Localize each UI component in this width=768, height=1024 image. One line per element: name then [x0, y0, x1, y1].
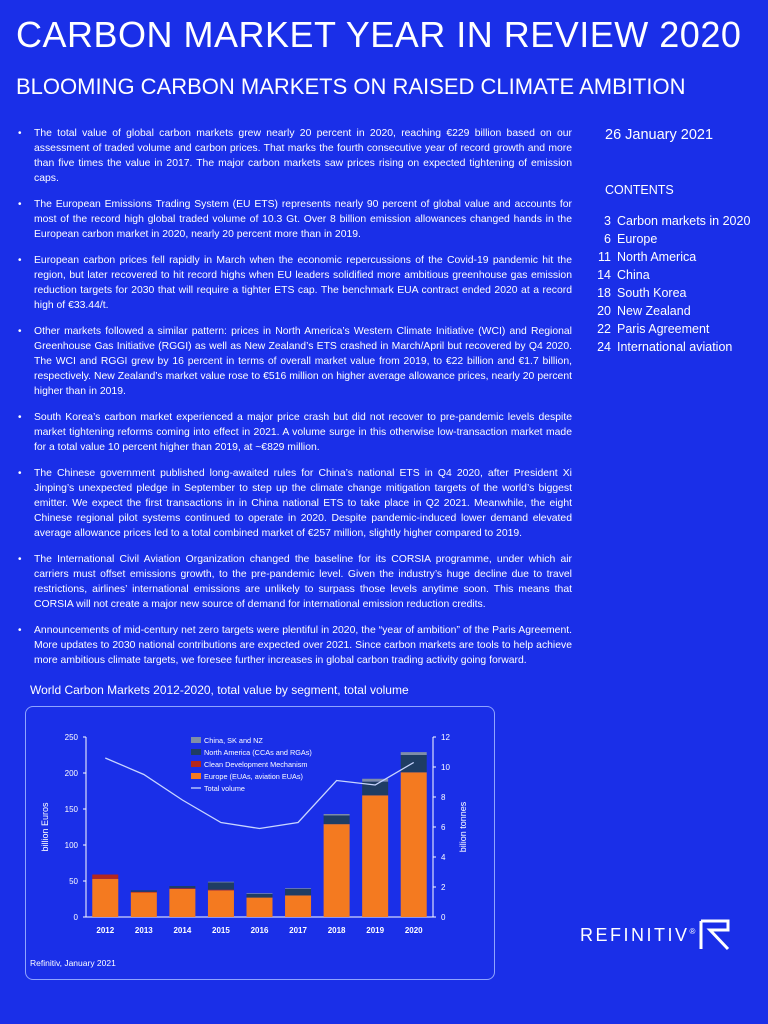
bar-segment	[401, 772, 427, 917]
bar-segment	[131, 890, 157, 891]
toc-item[interactable]	[577, 320, 750, 338]
x-tick-label: 2020	[404, 926, 423, 935]
bar-segment	[92, 875, 118, 879]
bar-segment	[169, 886, 195, 888]
legend-swatch	[191, 749, 201, 755]
toc-page-number: 6	[604, 232, 611, 246]
x-tick-label: 2019	[366, 926, 385, 935]
toc-label: South Korea	[617, 286, 687, 300]
toc-label: China	[617, 268, 650, 282]
toc-label: Carbon markets in 2020	[617, 214, 751, 228]
bar-segment	[324, 814, 350, 815]
toc-item[interactable]	[577, 266, 750, 284]
summary-bullet: • The Chinese government published long-awaited rules for China’s national ETS in Q4 2020, after President Xi Jinping’s unexpected pledge in September to step up the climate change mitigation targets of the world’s biggest emitter. We expect the first transactions in in China national ETS to take place in Q2 2021. Meanwhile, the eight Chinese regional pilot systems continued to operate in 2020. Despite pandemic-induced lower demand elevated average allowance prices led to a total combined market of €257 million, slightly higher compared to 2019.	[16, 466, 572, 541]
summary-bullet: • The total value of global carbon markets grew nearly 20 percent in 2020, reaching €229 billion based on our assessment of traded volume and carbon prices. That marks the fourth consecutive year of record growth and more than five times the value in 2017. The major carbon markets saw prices rising on expected tightening of emission caps.	[16, 126, 572, 186]
legend-swatch	[191, 761, 201, 767]
chart-title: World Carbon Markets 2012-2020, total value by segment, total volume	[30, 683, 409, 697]
toc-item[interactable]	[577, 338, 750, 356]
legend-swatch	[191, 737, 201, 743]
x-tick-label: 2018	[327, 926, 346, 935]
chart-source: Refinitiv, January 2021	[30, 958, 116, 968]
logo-wordmark	[580, 925, 695, 946]
toc-item[interactable]	[577, 284, 750, 302]
bar-segment	[208, 882, 234, 889]
x-tick-label: 2014	[173, 926, 192, 935]
x-tick-label: 2015	[212, 926, 230, 935]
toc-item[interactable]	[577, 302, 750, 320]
bar-segment	[208, 890, 234, 891]
legend-label: North America (CCAs and RGAs)	[204, 748, 312, 757]
toc-page-number: 18	[597, 286, 611, 300]
legend-swatch	[191, 773, 201, 779]
x-tick-label: 2012	[96, 926, 115, 935]
summary-bullet: • The European Emissions Trading System (EU ETS) represents nearly 90 percent of global value and accounts for most of the record high global traded volume of 10.3 Gt. Over 8 billion emission allowances changed hands in the European carbon market in 2020, nearly 20 percent more than in 2019.	[16, 197, 572, 242]
bar-segment	[285, 888, 311, 889]
y2-axis-label: bilion tonnes	[458, 801, 468, 853]
bar-segment	[208, 890, 234, 917]
summary-bullet: • Other markets followed a similar pattern: prices in North America’s Western Climate Initiative (WCI) and Regional Greenhouse Gas Initiative (RGGI) as well as New Zealand’s ETS crashed in March/April but recovered by Q4 2020. The WCI and RGGI grew by 16 percent in terms of overall market value from 2019, to €22 billion and €1.7 billion, respectively. New Zealand’s market value rose to €516 million on higher average allowance prices, nearly 20 percent higher than in 2019.	[16, 324, 572, 399]
page-title: CARBON MARKET YEAR IN REVIEW 2020	[16, 14, 742, 55]
y-tick-label: 200	[64, 769, 78, 778]
toc-label: Europe	[617, 232, 658, 246]
bar-segment	[92, 879, 118, 917]
bar-segment	[362, 795, 388, 917]
y-tick-label: 100	[64, 841, 78, 850]
toc-label: New Zealand	[617, 304, 691, 318]
table-of-contents	[577, 212, 750, 356]
legend-label: Clean Development Mechanism	[204, 760, 308, 769]
y2-tick-label: 12	[441, 733, 450, 742]
bar-segment	[401, 752, 427, 755]
toc-label: North America	[617, 250, 697, 264]
y-axis-label: billion Euros	[40, 802, 50, 852]
bar-segment	[131, 893, 157, 917]
legend-label: Europe (EUAs, aviation EUAs)	[204, 772, 303, 781]
stacked-bar-chart	[26, 707, 496, 981]
bar-segment	[247, 898, 273, 917]
bar-segment	[169, 889, 195, 917]
refinitiv-logo	[580, 918, 740, 954]
summary-bullet: • Announcements of mid-century net zero targets were plentiful in 2020, the “year of ambition” of the Paris Agreement. More updates to 2030 national contributions are expected over 2021. Since carbon markets are tools to help achieve more ambitious climate targets, we foresee further increases in global carbon trading activity going forward.	[16, 623, 572, 668]
y-tick-label: 150	[64, 805, 78, 814]
logo-text: REFINITIV	[580, 925, 690, 945]
legend-label: Total volume	[204, 784, 245, 793]
summary-bullet: • European carbon prices fell rapidly in March when the economic repercussions of the Covid-19 pandemic hit the region, but later recovered to hit record highs when EU leaders solidified more ambitious greenhouse gas emission reduction targets for 2030 that will require a tighter ETS cap. The benchmark EUA contract ended 2020 at a record high of €33.44/t.	[16, 253, 572, 313]
summary-bullet-list	[16, 126, 572, 679]
y-tick-label: 50	[69, 877, 78, 886]
bar-segment	[247, 894, 273, 898]
bar-segment	[401, 755, 427, 772]
toc-item[interactable]	[577, 212, 750, 230]
toc-page-number: 24	[597, 340, 611, 354]
toc-page-number: 20	[597, 304, 611, 318]
toc-page-number: 3	[604, 214, 611, 228]
y-tick-label: 250	[64, 733, 78, 742]
y2-tick-label: 0	[441, 913, 446, 922]
toc-page-number: 11	[598, 250, 611, 264]
publication-date: 26 January 2021	[605, 127, 714, 143]
summary-bullet: • The International Civil Aviation Organization changed the baseline for its CORSIA programme, under which air carriers must offset emissions growth, to the pre-pandemic level. Given the industry’s huge decline due to travel restrictions, airlines’ international emissions are unlikely to surpass those levels anytime soon. This means that CORSIA will not create a major new source of demand for international emission reduction credits.	[16, 552, 572, 612]
toc-item[interactable]	[577, 248, 750, 266]
bar-segment	[324, 815, 350, 824]
bar-segment	[169, 888, 195, 889]
bar-segment	[285, 895, 311, 917]
x-tick-label: 2013	[134, 926, 153, 935]
toc-page-number: 14	[597, 268, 611, 282]
y2-tick-label: 6	[441, 823, 446, 832]
refinitiv-logo-icon	[698, 918, 734, 952]
x-tick-label: 2016	[250, 926, 269, 935]
bar-segment	[285, 889, 311, 895]
legend-label: China, SK and NZ	[204, 736, 263, 745]
page-subtitle: BLOOMING CARBON MARKETS ON RAISED CLIMATE AMBITION	[16, 74, 686, 99]
contents-heading: CONTENTS	[605, 183, 674, 197]
bar-segment	[324, 824, 350, 917]
y2-tick-label: 4	[441, 853, 446, 862]
toc-label: International aviation	[617, 340, 733, 354]
y2-tick-label: 8	[441, 793, 446, 802]
bar-segment	[208, 882, 234, 883]
y2-tick-label: 2	[441, 883, 446, 892]
bar-segment	[247, 893, 273, 894]
summary-bullet: • South Korea’s carbon market experienced a major price crash but did not recover to pre-pandemic levels despite market tightening reforms coming into effect in 2021. A volume surge in this otherwise low-transaction market made for a total value 10 percent higher than 2019, at ~€829 million.	[16, 410, 572, 455]
toc-label: Paris Agreement	[617, 322, 710, 336]
bar-segment	[131, 892, 157, 893]
chart-panel	[25, 706, 495, 980]
toc-page-number: 22	[597, 322, 611, 336]
logo-registered-mark: ®	[689, 927, 696, 936]
y-tick-label: 0	[73, 913, 78, 922]
y2-tick-label: 10	[441, 763, 450, 772]
x-tick-label: 2017	[289, 926, 307, 935]
toc-item[interactable]	[577, 230, 750, 248]
